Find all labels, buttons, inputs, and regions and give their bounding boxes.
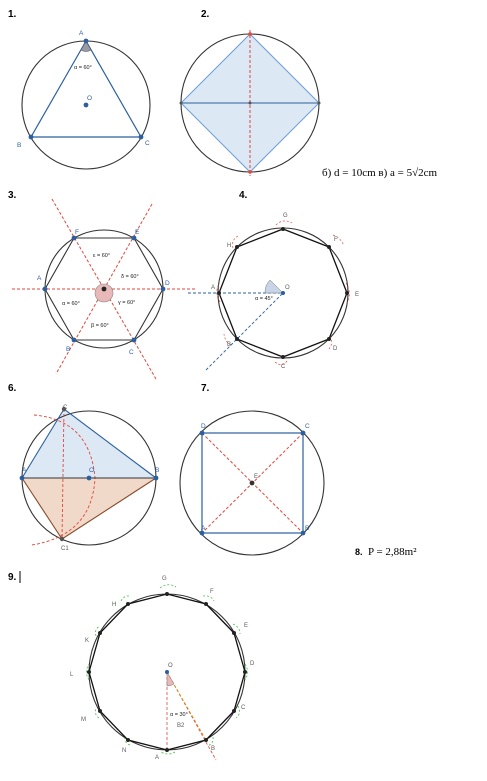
vertex-c [132, 338, 137, 343]
angle-marker [265, 280, 283, 293]
label-a: A [201, 525, 206, 532]
label-b: B [17, 142, 22, 149]
label-f: F [210, 589, 214, 595]
vertex-left [180, 102, 183, 105]
label-a: A [79, 30, 84, 37]
vertex-d [161, 287, 166, 292]
label-h: H [227, 243, 232, 249]
label-c: C [305, 423, 310, 430]
label-f: F [334, 237, 338, 243]
vertex-a [20, 476, 25, 481]
vertex-e [132, 236, 137, 241]
label-e: E [254, 474, 259, 480]
label-c: C [281, 364, 286, 370]
problem-8-number: 8. [355, 547, 363, 557]
vertex-b [72, 338, 77, 343]
vertex-a [84, 39, 89, 44]
label-b: B [305, 525, 310, 532]
label-e: E [244, 623, 249, 629]
label-c: C [241, 705, 246, 711]
angle-label: α = 45° [255, 296, 273, 302]
bisector-line [206, 293, 283, 370]
angle-label: α = 60° [74, 65, 92, 71]
label-o: O [168, 663, 173, 669]
label-o: O [285, 285, 290, 291]
label-c: C [145, 140, 150, 147]
problem-2 [180, 9, 438, 179]
problem-1-number: 1. [8, 9, 17, 20]
label-g: G [162, 576, 167, 582]
problem-6-number: 6. [8, 383, 17, 394]
label-d: D [333, 346, 338, 352]
problem-4 [188, 190, 359, 370]
label-f: F [75, 229, 79, 236]
label-d: D [165, 280, 170, 287]
label-n: N [122, 748, 127, 754]
center-point [87, 476, 92, 481]
vertex-c [139, 135, 144, 140]
label-e: E [355, 292, 360, 298]
label-b: B [227, 342, 232, 348]
angle-epsilon: ε = 60° [93, 253, 111, 259]
label-o: O [89, 467, 95, 474]
problem-8 [355, 546, 417, 558]
label-c: C [63, 405, 68, 411]
angle-delta: δ = 60° [121, 274, 139, 280]
label-d: D [250, 661, 255, 667]
problem-3-number: 3. [8, 190, 17, 201]
angle-beta: β = 60° [91, 323, 109, 329]
label-b: B [66, 346, 71, 353]
problem-9-number: 9. [8, 572, 17, 583]
label-g: G [283, 213, 288, 219]
label-h: H [112, 602, 117, 608]
problem-2-number: 2. [201, 9, 210, 20]
vertex-c1 [60, 537, 64, 541]
center-point [281, 291, 285, 295]
angle-gamma: γ = 60° [118, 300, 136, 306]
problem-6 [8, 383, 159, 552]
label-c: C [129, 349, 134, 356]
equilateral-triangle [31, 41, 141, 137]
label-l: L [70, 672, 74, 678]
problem-1 [8, 9, 150, 169]
problem-9 [8, 571, 255, 761]
vertex-f [72, 236, 77, 241]
label-e: E [135, 229, 140, 236]
vertex-right [318, 102, 321, 105]
angle-alpha: α = 60° [62, 301, 80, 307]
label-c1: C1 [61, 546, 69, 552]
label-a: A [155, 755, 160, 761]
problem-7-number: 7. [201, 383, 210, 394]
vertex-top [248, 32, 252, 36]
vertex-a [43, 287, 48, 292]
label-b2: B2 [177, 723, 185, 729]
label-d: D [201, 423, 206, 430]
label-o: O [87, 95, 93, 102]
answer-8: P = 2,88m² [368, 546, 417, 558]
center-point [84, 103, 89, 108]
vertex-b [29, 135, 34, 140]
label-a: A [211, 285, 216, 291]
problem-3 [8, 190, 196, 379]
vertex-c [301, 431, 306, 436]
label-a: A [37, 275, 42, 282]
center-point [165, 670, 169, 674]
vertex-bottom [248, 170, 252, 174]
vertex-b [154, 476, 159, 481]
center-point [102, 287, 107, 292]
label-a: A [22, 467, 27, 474]
label-m: M [81, 717, 86, 723]
label-b: B [155, 467, 160, 474]
center-point [250, 481, 255, 486]
center-point [249, 102, 252, 105]
label-b: B [211, 746, 216, 752]
problem-4-number: 4. [239, 190, 248, 201]
angle-label: α = 30° [170, 712, 188, 718]
problem-7 [180, 383, 324, 555]
label-k: K [85, 638, 90, 644]
vertex-d [200, 431, 205, 436]
answer-2: б) d = 10cm в) a = 5√2cm [322, 167, 438, 179]
angle-marker [167, 672, 174, 686]
